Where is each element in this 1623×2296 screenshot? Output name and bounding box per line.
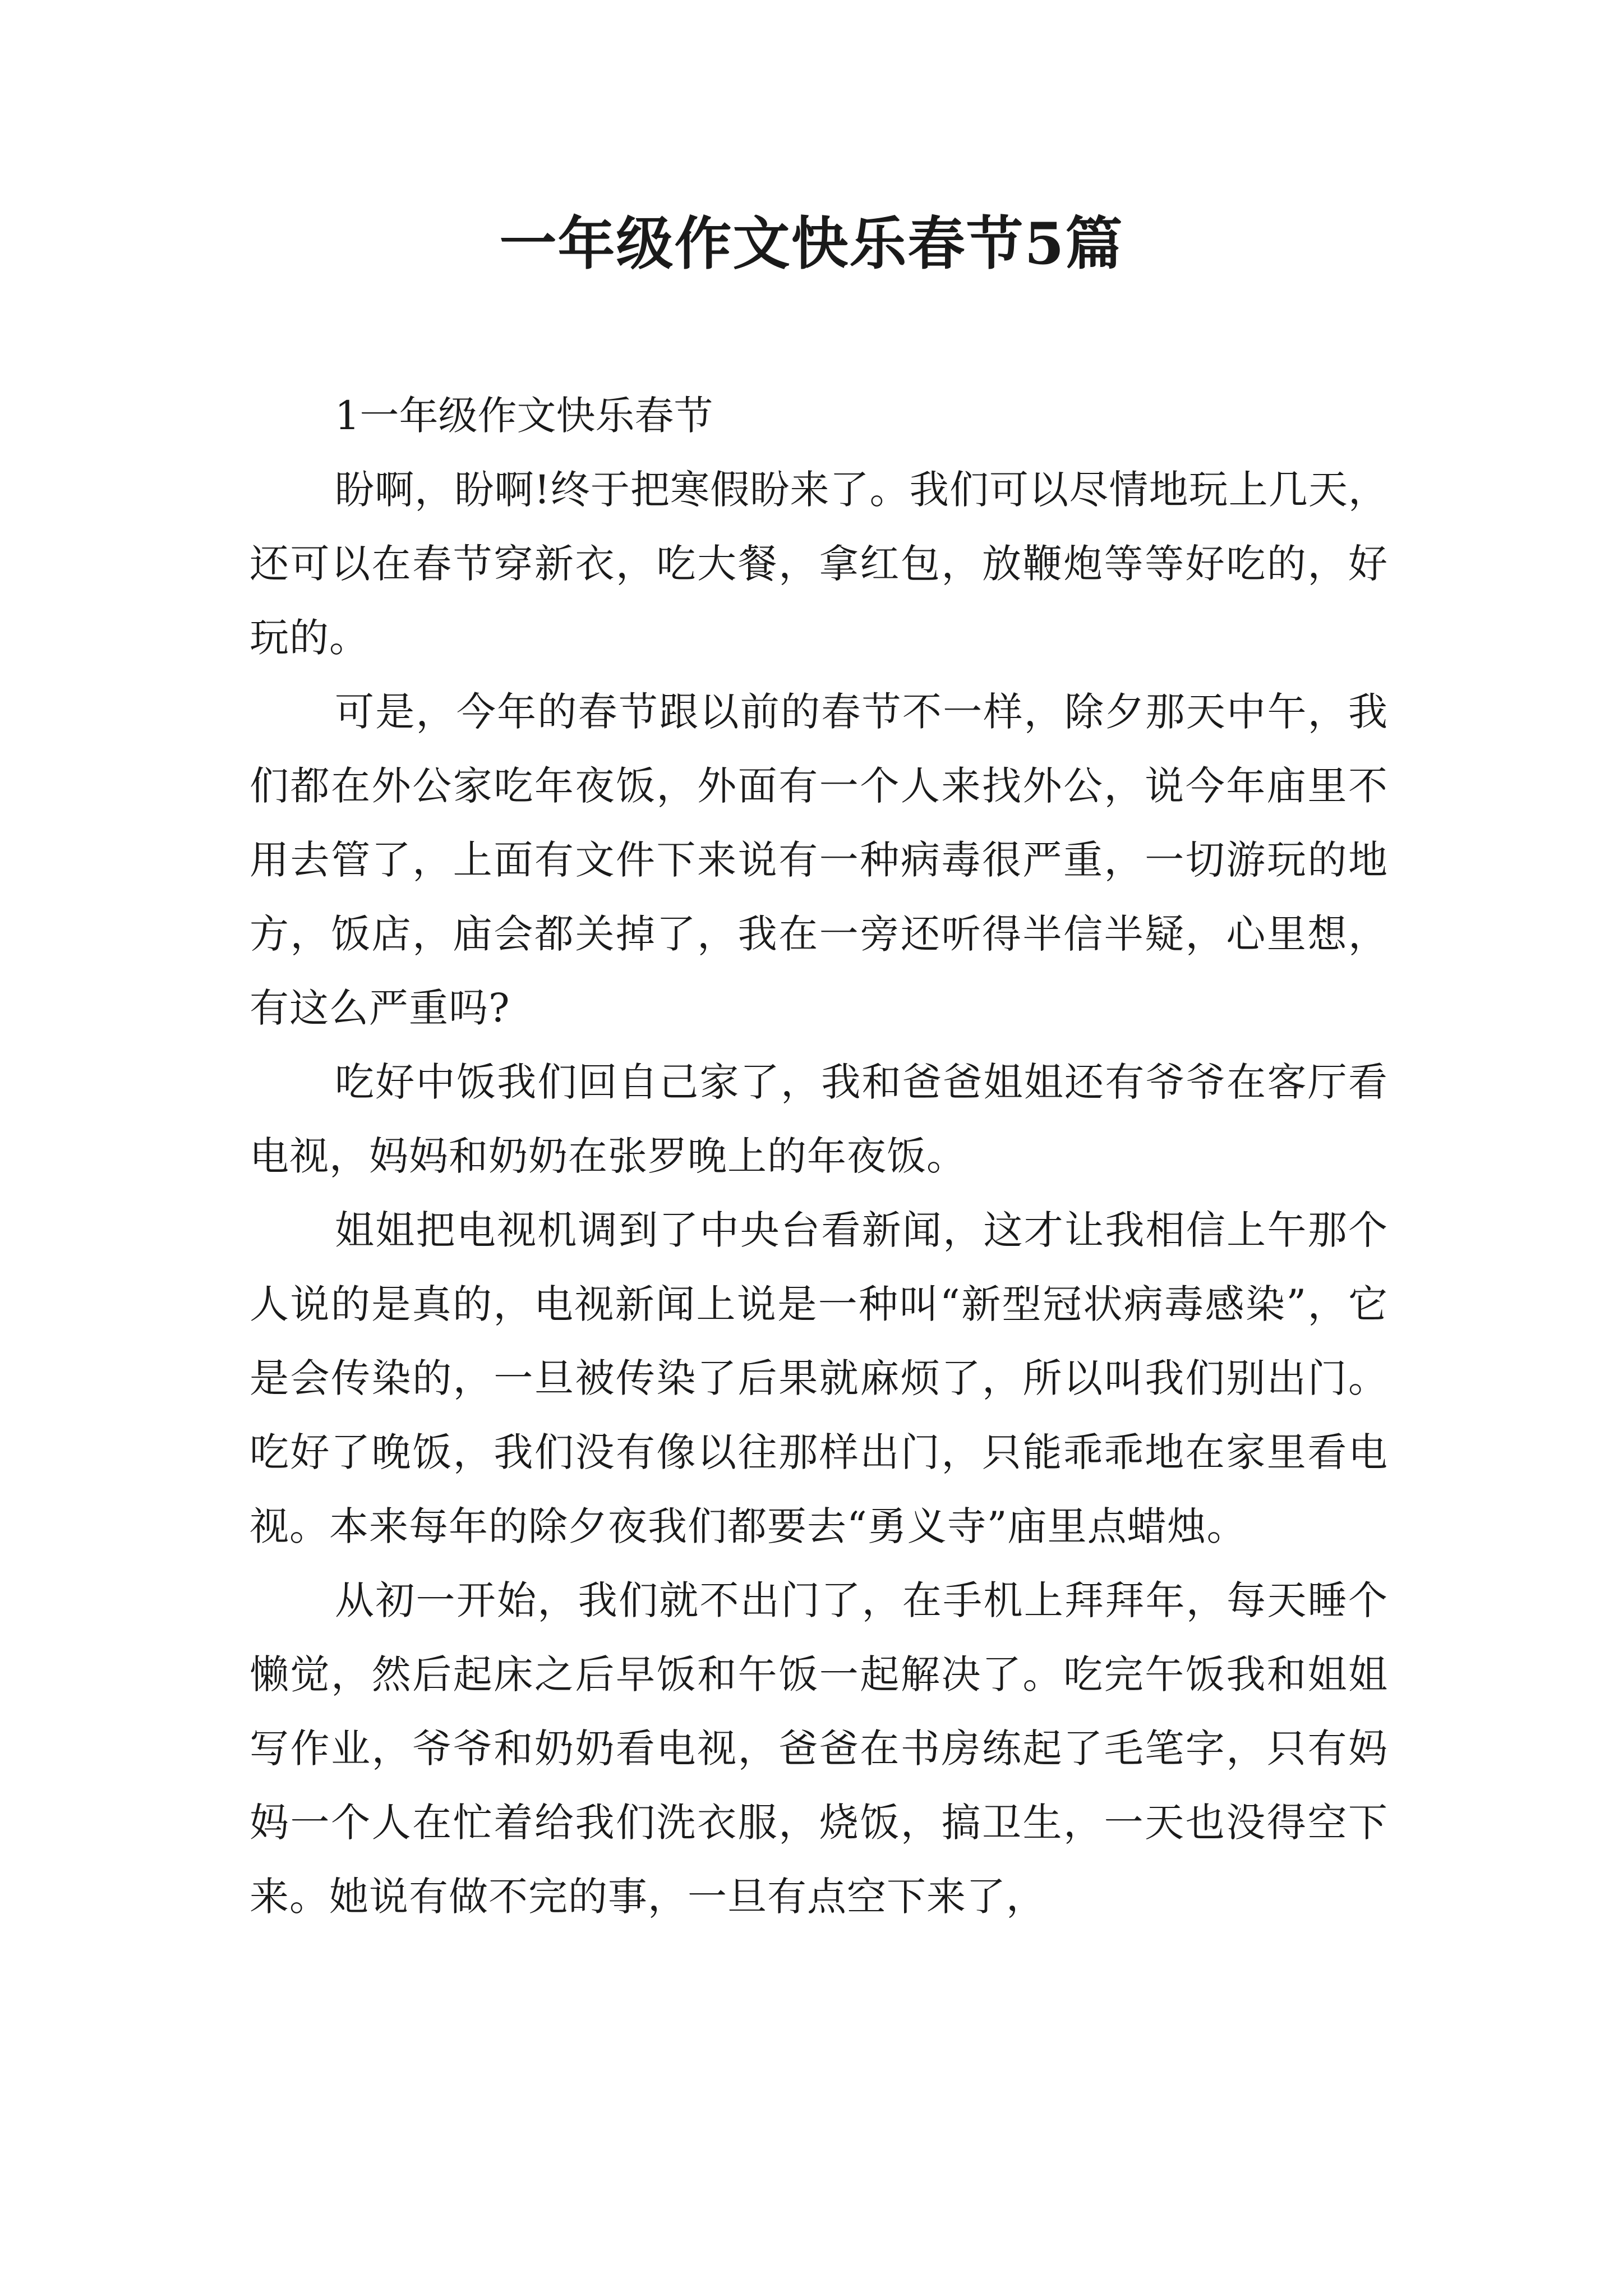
document-body xyxy=(250,379,1388,1934)
paragraph-1: 盼啊，盼啊!终于把寒假盼来了。我们可以尽情地玩上几天，还可以在春节穿新衣，吃大餐，拿红包，放鞭炮等等好吃的，好玩的。 xyxy=(250,467,1388,661)
paragraph-4: 姐姐把电视机调到了中央台看新闻，这才让我相信上午那个人说的是真的，电视新闻上说是一种叫“新型冠状病毒感染”，它是会传染的，一旦被传染了后果就麻烦了，所以叫我们别出门。吃好了晚饭，我们没有像以往那样出门，只能乖乖地在家里看电视。本来每年的除夕夜我们都要去“勇义寺”庙里点蜡烛。 xyxy=(250,1207,1388,1549)
document-title: 一年级作文快乐春节5篇 xyxy=(499,210,1124,278)
paragraph-3: 吃好中饭我们回自己家了，我和爸爸姐姐还有爷爷在客厅看电视，妈妈和奶奶在张罗晚上的年夜饭。 xyxy=(250,1059,1388,1179)
section-heading: 1一年级作文快乐春节 xyxy=(335,393,713,439)
paragraph-2: 可是，今年的春节跟以前的春节不一样，除夕那天中午，我们都在外公家吃年夜饭，外面有一个人来找外公，说今年庙里不用去管了，上面有文件下来说有一种病毒很严重，一切游玩的地方，饭店，庙会都关掉了，我在一旁还听得半信半疑，心里想，有这么严重吗? xyxy=(250,689,1388,1031)
paragraph-5: 从初一开始，我们就不出门了，在手机上拜拜年，每天睡个懒觉，然后起床之后早饭和午饭一起解决了。吃完午饭我和姐姐写作业，爷爷和奶奶看电视，爸爸在书房练起了毛笔字，只有妈妈一个人在忙着给我们洗衣服，烧饭，搞卫生，一天也没得空下来。她说有做不完的事，一旦有点空下来了， xyxy=(250,1577,1388,1920)
